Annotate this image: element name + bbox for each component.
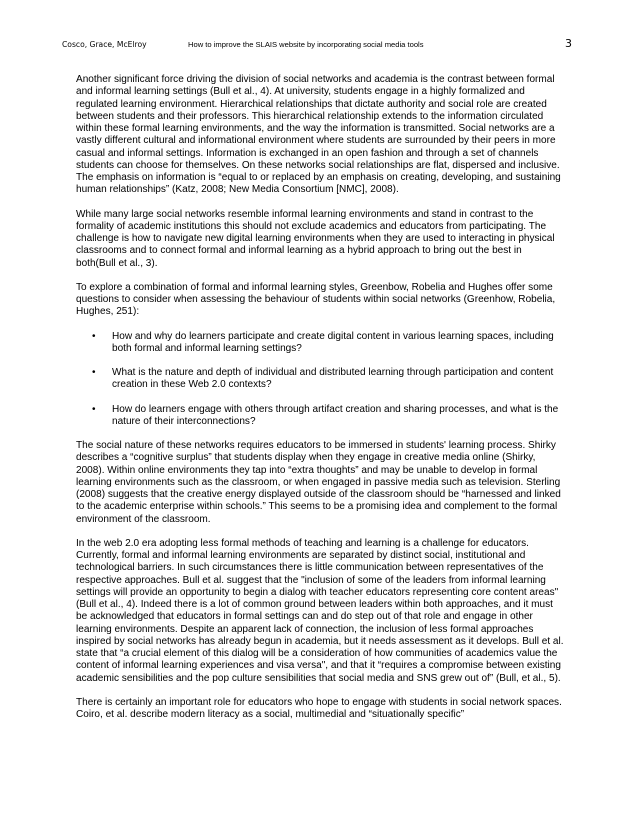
header-authors: Cosco, Grace, McElroy	[62, 40, 147, 49]
paragraph: To explore a combination of formal and informal learning styles, Greenbow, Robelia and Hughes offer some questions to consider when assessing the behaviour of students within social networks (Greenhow, Robelia, Hughes, 251):	[76, 281, 556, 318]
paragraph: Another significant force driving the division of social networks and academia is the contrast between formal and informal learning settings (Bull et al., 4). At university, students engage in a highly formalized and regulated learning environment. Hierarchical relationships that dictate authority and social role are created between students and their professors. This hierarchical relationship extends to the information circulated within these formal learning environments, and the way the information is transmitted. Social networks are a vastly different cultural and informational environment where students are surrounded by their peers in more casual and informal settings. Information is exchanged in an open fashion and through a set of channels students can choose for themselves. On these networks social relationships are flat, dispersed and inclusive. The emphasis on information is “equal to or replaced by an emphasis on creating, developing, and sustaining human relationships” (Katz, 2008; New Media Consortium [NMC], 2008).	[76, 74, 561, 196]
list-item	[76, 331, 564, 356]
paragraph: The social nature of these networks requires educators to be immersed in students' learning process. Shirky describes a “cognitive surplus” that students display when they engage in creative media online (Shirky, 2008). Within online environments they tap into “extra thoughts” and may be unable to develop in formal learning environments such as the classroom, or when engaged in passive media such as television. Sterling (2008) suggests that the creative energy displayed outside of the classroom should be “harnessed and linked to the academic enterprise within schools.” This seems to be a promising idea and complement to the formal environment of the classroom.	[76, 440, 561, 525]
list-item-text: What is the nature and depth of individual and distributed learning through participation and content creation in these Web 2.0 contexts?	[112, 367, 554, 391]
document-body	[76, 74, 564, 733]
paragraph: While many large social networks resemble informal learning environments and stand in contrast to the formality of academic institutions this should not exclude academics and educators from participating. The challenge is how to navigate new digital learning environments when they are used to interacting in physical classrooms and to connect formal and informal learning as a hybrid approach to bring out the best in both(Bull et al., 3).	[76, 208, 555, 269]
page-number: 3	[565, 37, 572, 50]
list-item	[76, 367, 564, 392]
question-list	[76, 331, 564, 429]
bullet-icon: •	[92, 367, 96, 378]
list-item-text: How do learners engage with others through artifact creation and sharing processes, and what is the nature of their interconnections?	[112, 403, 559, 427]
bullet-icon: •	[92, 403, 96, 415]
list-item	[76, 404, 564, 429]
paragraph: In the web 2.0 era adopting less formal methods of teaching and learning is a challenge for educators. Currently, formal and informal learning environments are separated by distinct social, institutional and technological barriers. In such circumstances there is little communication between representatives of the respective approaches. Bull et al. suggest that the "inclusion of some of the leaders from informal learning settings will provide an opportunity to begin a dialog with teacher educators representing core content areas" (Bull et al., 4). Indeed there is a lot of common ground between leaders within both approaches, and it must be acknowledged that educators in formal settings can and do step out of that role and engage in other learning environments. Despite an apparent lack of connection, the inclusion of less formal approaches inspired by social networks has already begun in academia, but it needs assessment as it develops. Bull et al. state that “a crucial element of this dialog will be a consideration of how communities of academics value the content of informal learning experiences and visa versa", and that it “requires a compromise between existing academic sensibilities and the pop culture sensibilities that social media and SNS grew out of” (Bull, et al., 5).	[76, 537, 564, 684]
page-header	[62, 37, 572, 55]
list-item-text: How and why do learners participate and create digital content in various learning spaces, including both formal and informal learning settings?	[112, 330, 554, 354]
header-title: How to improve the SLAIS website by incorporating social media tools	[188, 40, 424, 49]
bullet-icon: •	[92, 330, 96, 342]
paragraph: There is certainly an important role for educators who hope to engage with students in social network spaces. Coiro, et al. describe modern literacy as a social, multimedial and “situationally specific”	[76, 696, 562, 720]
